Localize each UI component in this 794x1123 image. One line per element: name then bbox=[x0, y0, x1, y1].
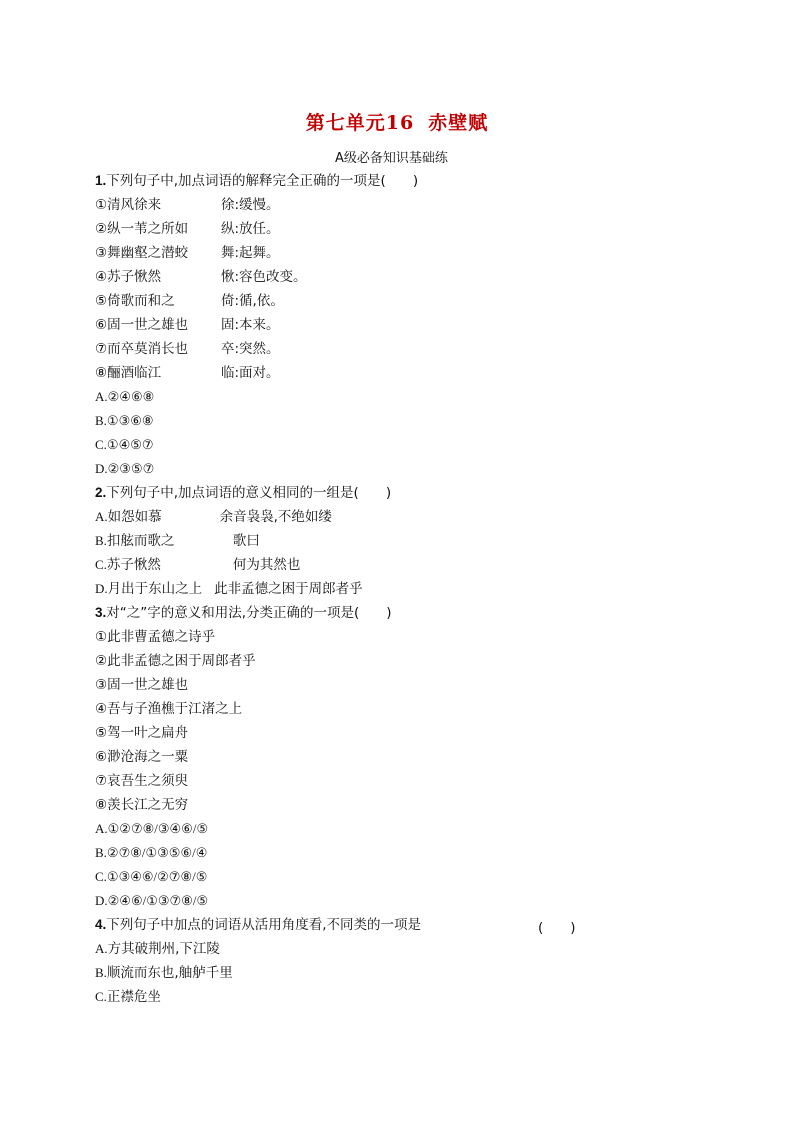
option-letter: D. bbox=[95, 581, 108, 596]
option-right: 余音袅袅,不绝如缕 bbox=[219, 509, 332, 525]
option-text: 正襟危坐 bbox=[106, 989, 161, 1005]
question-1-stem bbox=[95, 172, 418, 190]
sentence: ⑦而卒莫消长也 bbox=[95, 341, 189, 357]
option-letter: A. bbox=[95, 389, 108, 404]
option-a[interactable] bbox=[95, 388, 154, 406]
sentence: ⑥固一世之雄也 bbox=[95, 317, 189, 333]
list-item: ④吾与子渔樵于江渚之上 bbox=[95, 701, 243, 717]
list-item bbox=[95, 364, 280, 382]
title-part1: 第七单元16 bbox=[305, 112, 415, 134]
option-text: ②④⑥⑧ bbox=[107, 389, 155, 404]
question-text: 下列句子中,加点词语的意义相同的一组是( ) bbox=[106, 485, 392, 501]
option-letter: B. bbox=[95, 533, 107, 548]
option-text: ②⑦⑧/①③⑤⑥/④ bbox=[106, 845, 208, 860]
list-item: ②此非孟德之困于周郎者乎 bbox=[95, 653, 256, 669]
option-right: 何为其然也 bbox=[232, 557, 301, 573]
sentence: ⑤倚歌而和之 bbox=[95, 293, 175, 309]
list-item: ①此非曹孟德之诗乎 bbox=[95, 629, 216, 645]
option-a[interactable] bbox=[95, 508, 332, 526]
explanation: 卒:突然。 bbox=[221, 341, 280, 357]
option-letter: C. bbox=[95, 869, 107, 884]
explanation: 舞:起舞。 bbox=[221, 245, 280, 261]
option-b[interactable] bbox=[95, 844, 207, 862]
question-text: 下列句子中,加点词语的解释完全正确的一项是( ) bbox=[106, 173, 419, 189]
option-letter: A. bbox=[95, 821, 108, 836]
explanation: 临:面对。 bbox=[221, 365, 280, 381]
list-item bbox=[95, 268, 307, 286]
option-d[interactable] bbox=[95, 460, 154, 478]
option-b[interactable] bbox=[95, 532, 260, 550]
option-a[interactable] bbox=[95, 940, 220, 958]
sentence: ④苏子愀然 bbox=[95, 269, 162, 285]
option-left: 苏子愀然 bbox=[106, 557, 161, 573]
question-2-stem bbox=[95, 484, 391, 502]
question-4-stem bbox=[95, 916, 421, 934]
option-d[interactable] bbox=[95, 580, 363, 598]
option-letter: D. bbox=[95, 893, 108, 908]
option-b[interactable] bbox=[95, 964, 233, 982]
option-left: 扣舷而歌之 bbox=[106, 533, 175, 549]
option-text: ①②⑦⑧/③④⑥/⑤ bbox=[107, 821, 209, 836]
option-text: 顺流而东也,舳舻千里 bbox=[106, 965, 233, 981]
option-left: 如怨如慕 bbox=[107, 509, 162, 525]
answer-blank: ( ) bbox=[538, 920, 576, 936]
explanation: 纵:放任。 bbox=[221, 221, 280, 237]
sentence: ③舞幽壑之潜蛟 bbox=[95, 245, 189, 261]
option-letter: B. bbox=[95, 413, 107, 428]
question-text: 对“之”字的意义和用法,分类正确的一项是( ) bbox=[106, 605, 392, 621]
option-letter: C. bbox=[95, 437, 107, 452]
question-number: 3. bbox=[95, 605, 107, 620]
option-c[interactable] bbox=[95, 436, 154, 454]
list-item: ⑦哀吾生之须臾 bbox=[95, 773, 189, 789]
sentence: ⑧酾酒临江 bbox=[95, 365, 162, 381]
option-text: ②④⑥/①③⑦⑧/⑤ bbox=[107, 893, 209, 908]
title-part2: 赤壁赋 bbox=[428, 112, 489, 134]
list-item bbox=[95, 340, 280, 358]
section-subtitle: A级必备知识基础练 bbox=[335, 151, 448, 166]
list-item: ⑥渺沧海之一粟 bbox=[95, 749, 189, 765]
list-item bbox=[95, 196, 280, 214]
option-c[interactable] bbox=[95, 988, 161, 1006]
list-item: ⑧羡长江之无穷 bbox=[95, 797, 189, 813]
option-letter: B. bbox=[95, 845, 107, 860]
option-text: ②③⑤⑦ bbox=[107, 461, 155, 476]
question-number: 2. bbox=[95, 485, 107, 500]
explanation: 固:本来。 bbox=[221, 317, 280, 333]
list-item bbox=[95, 292, 284, 310]
question-3-stem bbox=[95, 604, 392, 622]
page-title bbox=[0, 108, 794, 135]
option-text: ①③⑥⑧ bbox=[106, 413, 154, 428]
option-b[interactable] bbox=[95, 412, 154, 430]
option-text: 方其破荆州,下江陵 bbox=[107, 941, 220, 957]
explanation: 倚:循,依。 bbox=[221, 293, 284, 309]
sentence: ②纵一苇之所如 bbox=[95, 221, 189, 237]
option-right: 此非孟德之困于周郎者乎 bbox=[214, 581, 363, 597]
question-text: 下列句子中加点的词语从活用角度看,不同类的一项是 bbox=[106, 917, 422, 933]
option-letter: A. bbox=[95, 941, 108, 956]
option-text: ①③④⑥/②⑦⑧/⑤ bbox=[106, 869, 208, 884]
question-number: 1. bbox=[95, 173, 107, 188]
list-item: ③固一世之雄也 bbox=[95, 677, 189, 693]
list-item bbox=[95, 244, 280, 262]
option-letter: C. bbox=[95, 989, 107, 1004]
sentence: ①清风徐来 bbox=[95, 197, 162, 213]
option-letter: D. bbox=[95, 461, 108, 476]
list-item: ⑤驾一叶之扁舟 bbox=[95, 725, 189, 741]
option-c[interactable] bbox=[95, 556, 300, 574]
list-item bbox=[95, 220, 280, 238]
option-right: 歌曰 bbox=[232, 533, 260, 549]
option-text: ①④⑤⑦ bbox=[106, 437, 154, 452]
question-number: 4. bbox=[95, 917, 107, 932]
option-left: 月出于东山之上 bbox=[107, 581, 203, 597]
option-letter: C. bbox=[95, 557, 107, 572]
option-c[interactable] bbox=[95, 868, 207, 886]
option-letter: A. bbox=[95, 509, 108, 524]
list-item bbox=[95, 316, 280, 334]
option-letter: B. bbox=[95, 965, 107, 980]
explanation: 愀:容色改变。 bbox=[221, 269, 307, 285]
option-d[interactable] bbox=[95, 892, 208, 910]
option-a[interactable] bbox=[95, 820, 208, 838]
explanation: 徐:缓慢。 bbox=[221, 197, 280, 213]
